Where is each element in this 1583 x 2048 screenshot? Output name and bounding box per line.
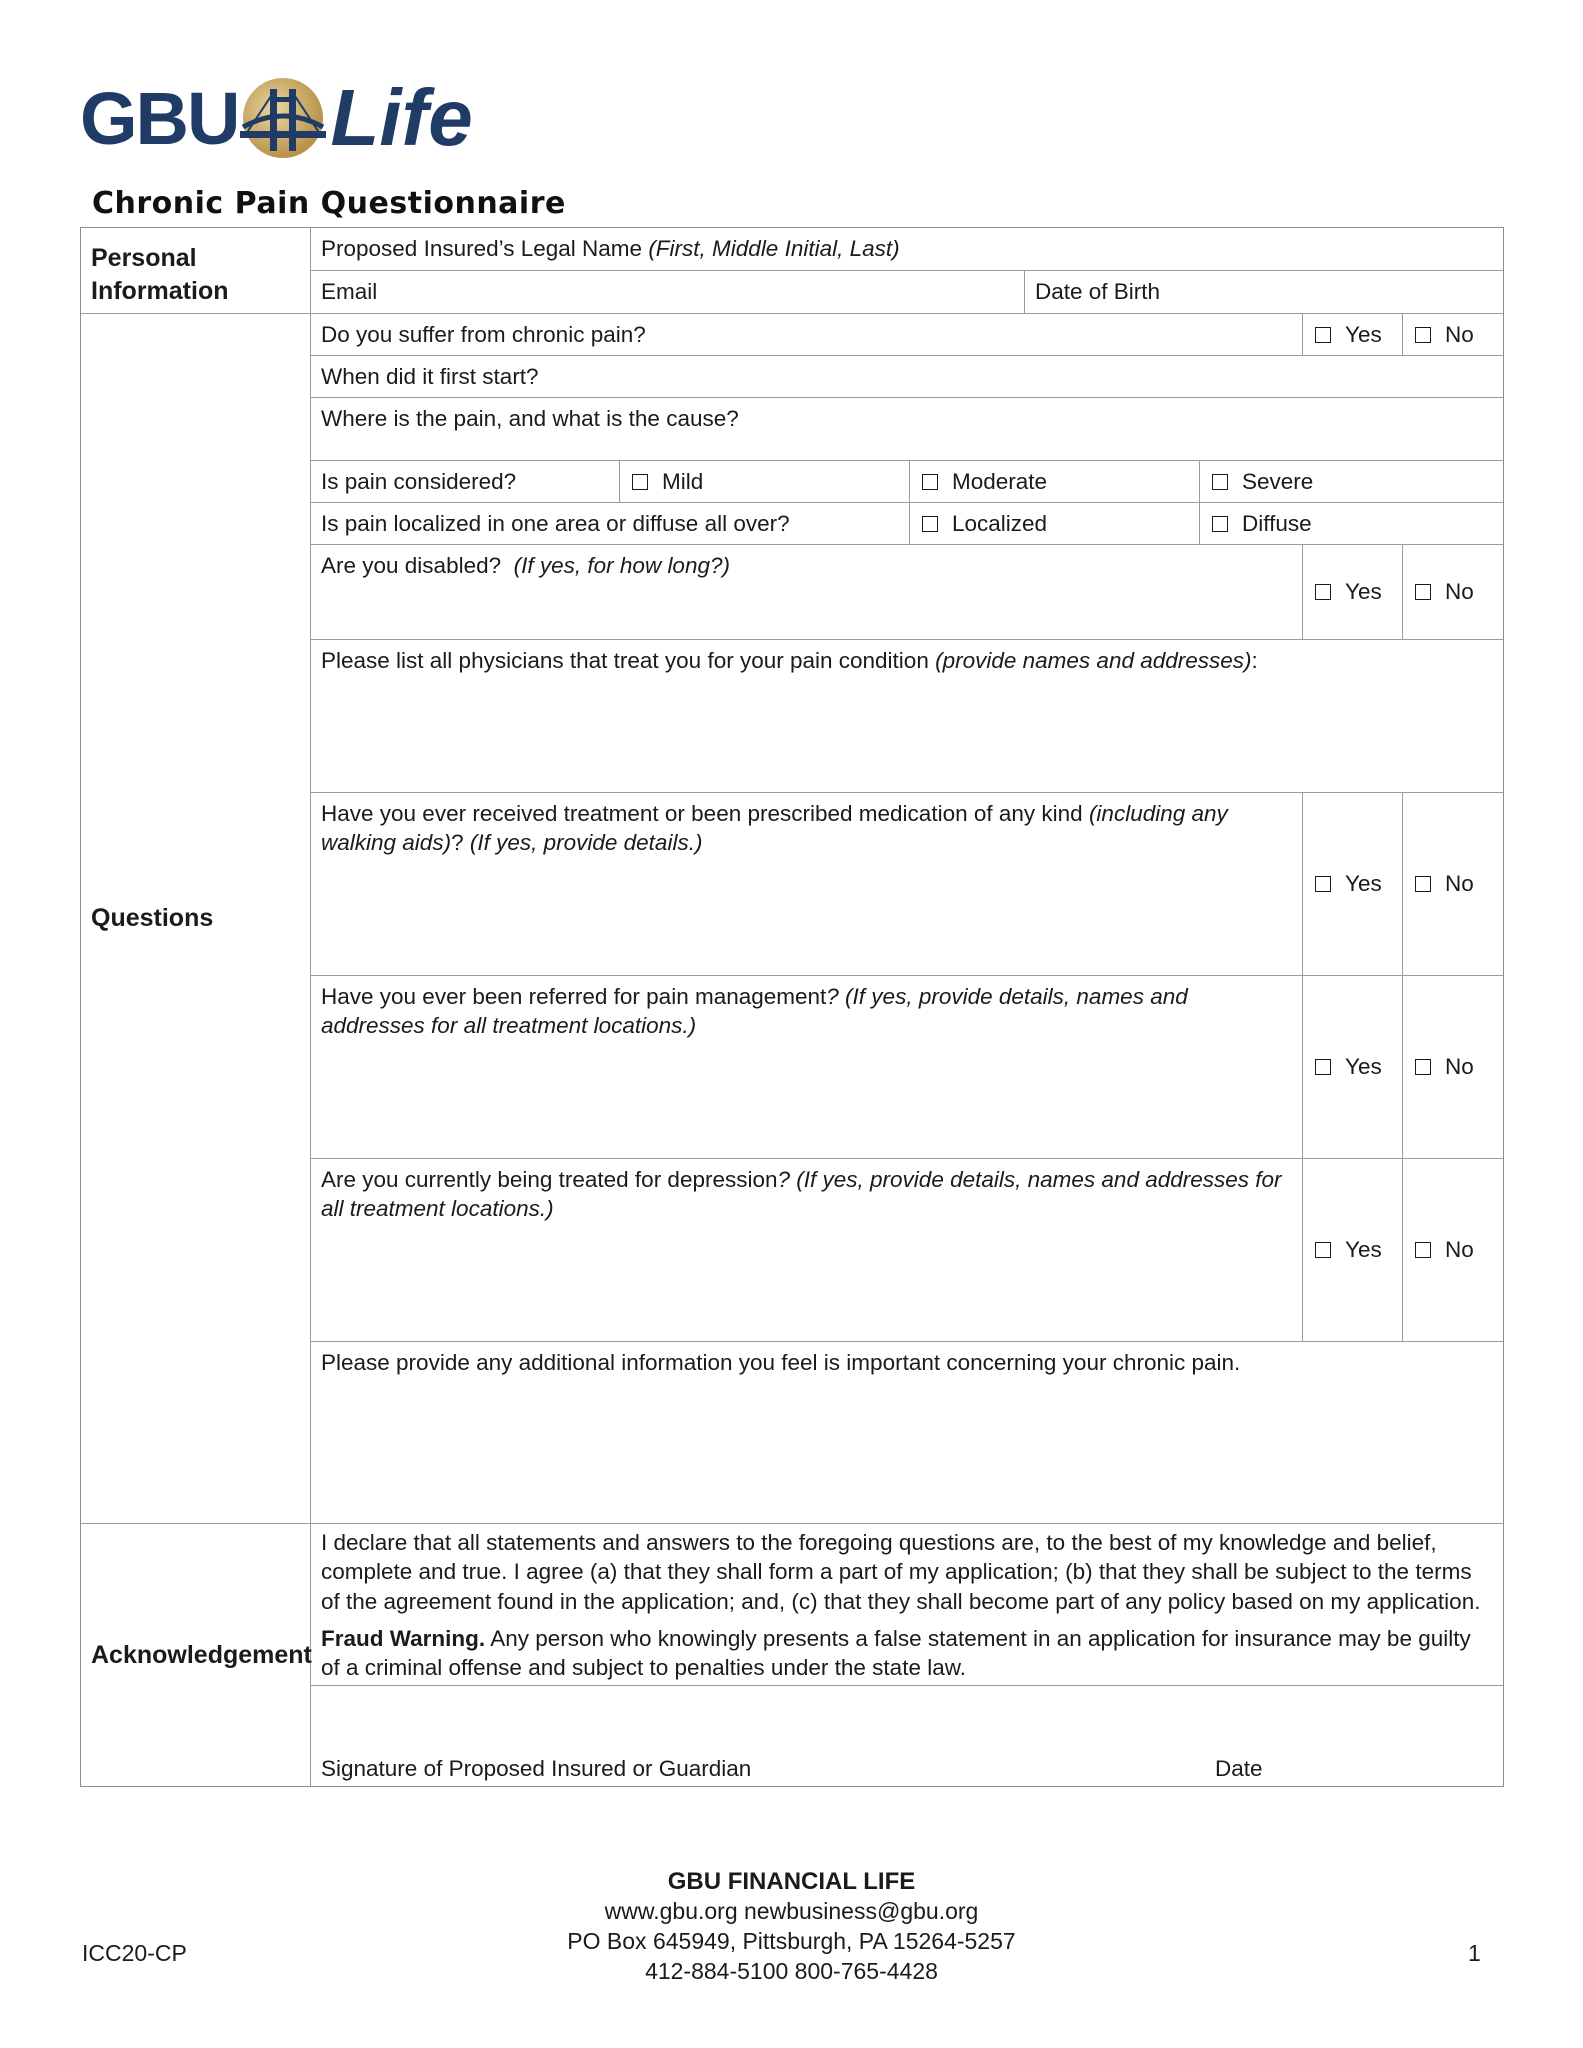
question-depression-hint: ? (If yes, provide details, names and addresses for all treatment locations.) (321, 1167, 1282, 1222)
question-treatment-hint: (including any walking aids) (321, 801, 1228, 856)
question-additional-info-text: Please provide any additional information you feel is important concerning your chronic pain. (321, 1350, 1241, 1375)
footer-address: PO Box 645949, Pittsburgh, PA 15264-5257 (567, 1928, 1016, 1954)
signature-row[interactable] (311, 1686, 1503, 1786)
question-additional-info[interactable] (311, 1342, 1503, 1524)
question-pain-severity-text: Is pain considered? (321, 469, 517, 494)
question-pain-management[interactable] (311, 976, 1303, 1159)
disabled-no-checkbox[interactable] (1403, 545, 1503, 640)
question-treatment-medication[interactable] (311, 793, 1303, 976)
question-first-start[interactable] (311, 356, 1503, 398)
question-physicians-colon: : (1251, 648, 1258, 673)
checkbox-icon (1212, 516, 1228, 532)
question-depression[interactable] (311, 1159, 1303, 1342)
footer-web-email: www.gbu.org newbusiness@gbu.org (604, 1898, 979, 1924)
checkbox-icon (922, 474, 938, 490)
question-disabled-hint: (If yes, for how long?) (513, 553, 730, 578)
yes-label: Yes (1345, 321, 1382, 347)
question-pain-management-hint: ? (If yes, provide details, names and addresses for all treatment locations.) (321, 984, 1188, 1039)
checkbox-icon (1212, 474, 1228, 490)
section-personal-information (81, 228, 311, 314)
checkbox-icon (1415, 876, 1431, 892)
question-treatment-mark: ? (451, 830, 464, 856)
no-label: No (1445, 321, 1474, 347)
bridge-emblem-icon (240, 75, 326, 161)
treatment-no-checkbox[interactable] (1403, 793, 1503, 976)
checkbox-icon (1415, 327, 1431, 343)
section-acknowledgement-label: Acknowledgement (91, 1640, 312, 1669)
fraud-warning-label: Fraud Warning. (321, 1625, 486, 1651)
yes-label: Yes (1345, 871, 1382, 897)
yes-label: Yes (1345, 1237, 1382, 1263)
checkbox-icon (922, 516, 938, 532)
question-treatment-hint-details: (If yes, provide details.) (469, 830, 703, 856)
no-label: No (1445, 1237, 1474, 1263)
question-chronic-pain-text: Do you suffer from chronic pain? (321, 322, 646, 347)
question-physicians-text: Please list all physicians that treat you for your pain condition (321, 648, 929, 673)
email-field[interactable] (311, 271, 1025, 314)
question-physicians[interactable] (311, 640, 1503, 793)
checkbox-icon (1415, 584, 1431, 600)
mild-label: Mild (662, 468, 704, 494)
acknowledgement-text-block (311, 1524, 1503, 1686)
question-disabled[interactable] (311, 545, 1303, 640)
question-pain-severity (311, 461, 620, 503)
severity-severe-checkbox[interactable] (1200, 461, 1503, 503)
signature-date-label: Date (1215, 1756, 1263, 1781)
footer-phones: 412-884-5100 800-765-4428 (645, 1958, 938, 1984)
chronic-pain-yes-checkbox[interactable] (1303, 314, 1403, 356)
localized-label: Localized (952, 510, 1048, 536)
checkbox-icon (1415, 1242, 1431, 1258)
date-of-birth-label: Date of Birth (1035, 279, 1161, 304)
no-label: No (1445, 871, 1474, 897)
severity-mild-checkbox[interactable] (620, 461, 910, 503)
question-pain-location-text: Where is the pain, and what is the cause? (321, 406, 739, 431)
date-of-birth-field[interactable] (1025, 271, 1503, 314)
questionnaire-form (80, 227, 1504, 1787)
treatment-yes-checkbox[interactable] (1303, 793, 1403, 976)
page-number: 1 (1468, 1940, 1481, 1966)
fraud-warning-text: Any person who knowingly presents a false statement in an application for insurance may be guilty of a criminal offense and subject to penalties under the state law. (321, 1625, 1471, 1680)
no-label: No (1445, 579, 1474, 605)
diffuse-checkbox[interactable] (1200, 503, 1503, 545)
legal-name-label: Proposed Insured’s Legal Name (321, 236, 643, 261)
diffuse-label: Diffuse (1242, 510, 1312, 536)
page-title: Chronic Pain Questionnaire (92, 186, 566, 221)
no-label: No (1445, 1054, 1474, 1080)
yes-label: Yes (1345, 1054, 1382, 1080)
disabled-yes-checkbox[interactable] (1303, 545, 1403, 640)
severity-moderate-checkbox[interactable] (910, 461, 1200, 503)
logo-wordmark-life: Life (330, 73, 473, 162)
form-code: ICC20-CP (82, 1940, 187, 1966)
fraud-warning (321, 1624, 1493, 1683)
declaration-text: I declare that all statements and answers to the foregoing questions are, to the best of my knowledge and belief, complete and true. I agree (a) that they shall form a part of my application; (b) that they shall be subject to the terms of the agreement found in the application; and, (c) that they shall become part of any policy based on my application. (321, 1530, 1481, 1614)
question-physicians-hint: (provide names and addresses) (935, 648, 1252, 673)
checkbox-icon (1315, 327, 1331, 343)
question-first-start-text: When did it first start? (321, 364, 539, 389)
checkbox-icon (1315, 584, 1331, 600)
question-pain-location[interactable] (311, 398, 1503, 461)
question-disabled-text: Are you disabled? (321, 553, 502, 578)
yes-label: Yes (1345, 579, 1382, 605)
footer-organization: GBU FINANCIAL LIFE (667, 1868, 916, 1895)
chronic-pain-no-checkbox[interactable] (1403, 314, 1503, 356)
question-pain-localized (311, 503, 910, 545)
question-depression-text: Are you currently being treated for depression (321, 1167, 778, 1192)
checkbox-icon (632, 474, 648, 490)
logo-wordmark-gbu: GBU (80, 76, 239, 160)
legal-name-field[interactable] (311, 228, 1503, 271)
checkbox-icon (1315, 876, 1331, 892)
moderate-label: Moderate (952, 468, 1048, 494)
legal-name-hint: (First, Middle Initial, Last) (648, 236, 900, 261)
localized-checkbox[interactable] (910, 503, 1200, 545)
question-chronic-pain (311, 314, 1303, 356)
checkbox-icon (1315, 1242, 1331, 1258)
section-questions-label: Questions (91, 904, 214, 933)
company-logo (80, 68, 473, 168)
section-questions (81, 314, 311, 1524)
depression-yes-checkbox[interactable] (1303, 1159, 1403, 1342)
pain-management-yes-checkbox[interactable] (1303, 976, 1403, 1159)
severe-label: Severe (1242, 468, 1314, 494)
question-treatment-text: Have you ever received treatment or been prescribed medication of any kind (321, 801, 1083, 826)
pain-management-no-checkbox[interactable] (1403, 976, 1503, 1159)
section-acknowledgement (81, 1524, 311, 1786)
email-label: Email (321, 279, 378, 304)
signature-label: Signature of Proposed Insured or Guardian (321, 1756, 752, 1781)
question-pain-localized-text: Is pain localized in one area or diffuse all over? (321, 511, 790, 536)
question-pain-management-text: Have you ever been referred for pain management (321, 984, 827, 1009)
depression-no-checkbox[interactable] (1403, 1159, 1503, 1342)
section-personal-label: Personal Information (91, 244, 229, 305)
checkbox-icon (1415, 1059, 1431, 1075)
checkbox-icon (1315, 1059, 1331, 1075)
